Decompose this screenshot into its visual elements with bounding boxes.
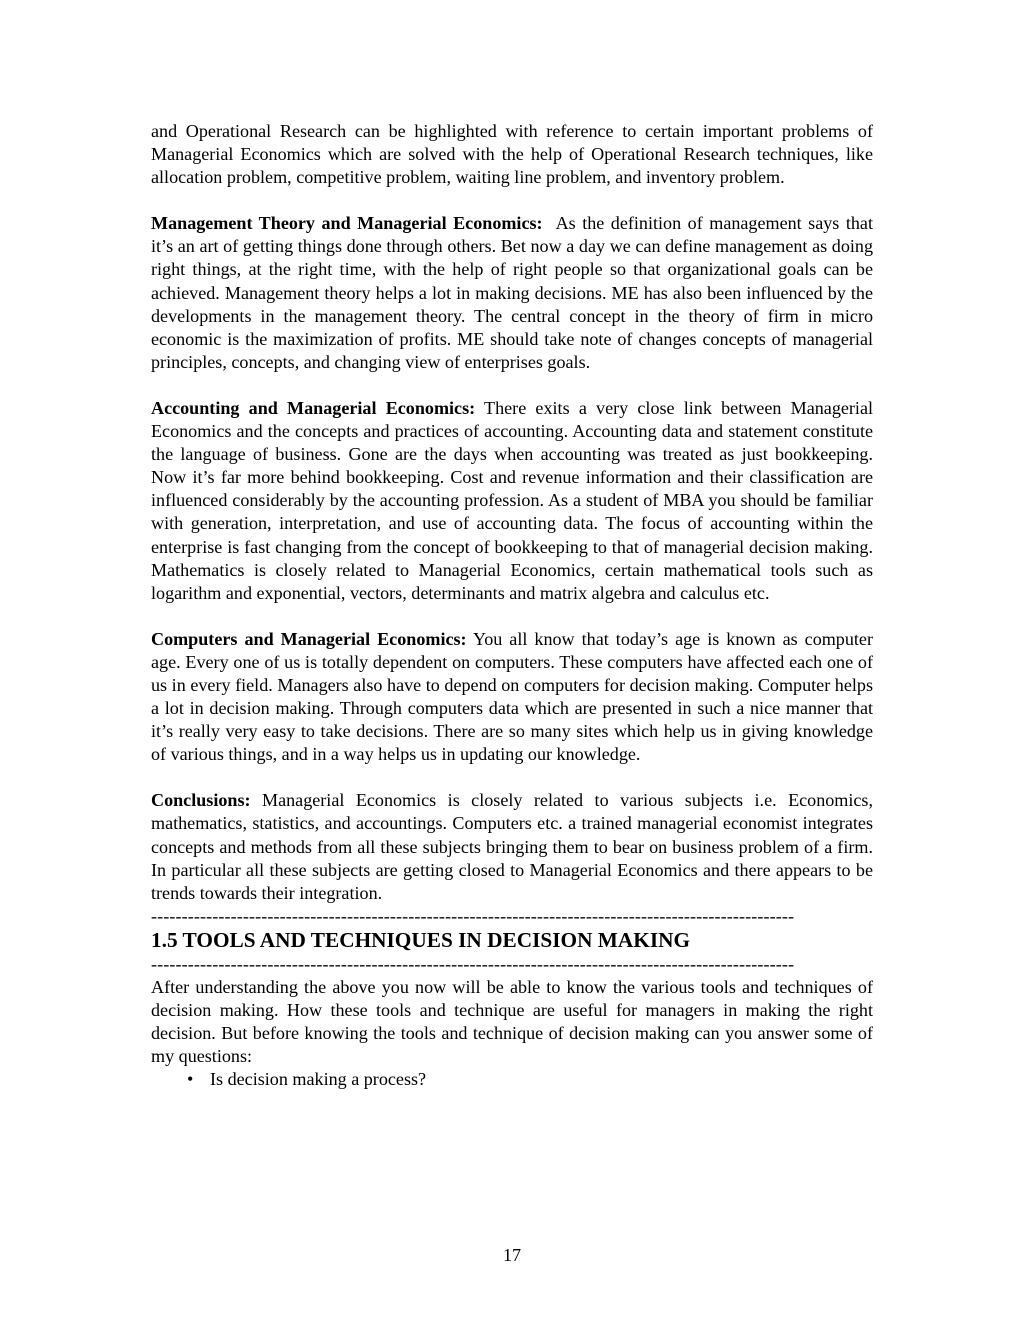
list-item-text: Is decision making a process? xyxy=(210,1069,427,1090)
paragraph-heading: Computers and Managerial Economics: xyxy=(151,628,467,649)
paragraph-management-theory xyxy=(151,212,873,374)
paragraph-text: Managerial Economics is closely related to various subjects i.e. Economics, mathematics, statistics, and accountings. Computers etc. a trained managerial economist integrates concepts and methods from all these subjects bringing them to bear on business problem of a firm. In particular all these subjects are getting closed to Managerial Economics and there appears to be trends towards their integration. xyxy=(151,790,873,903)
paragraph-intro xyxy=(151,120,873,189)
list-item xyxy=(151,1068,873,1091)
paragraph-heading: Accounting and Managerial Economics: xyxy=(151,397,476,418)
paragraph-text: You all know that today’s age is known as computer age. Every one of us is totally dependent on computers. These computers have affected each one of us in every field. Managers also have to depend on computers for decision making. Computer helps a lot in decision making. Through computers data which are presented in such a nice manner that it’s really very easy to take decisions. There are so many sites which help us in giving knowledge of various things, and in a way helps us in updating our knowledge. xyxy=(151,628,873,765)
paragraph-text: As the definition of management says that it’s an art of getting things done through others. Bet now a day we can define management as doing right things, at the right time, with the help of right people so that organizational goals can be achieved. Management theory helps a lot in making decisions. ME has also been influenced by the developments in the management theory. The central concept in the theory of firm in micro economic is the maximization of profits. ME should take note of changes concepts of managerial principles, concepts, and changing view of enterprises goals. xyxy=(151,213,873,372)
paragraph-heading: Conclusions: xyxy=(151,790,251,811)
bullet-icon: • xyxy=(187,1069,194,1090)
paragraph-accounting xyxy=(151,397,873,605)
paragraph-computers xyxy=(151,628,873,767)
page-number: 17 xyxy=(502,1245,522,1265)
paragraph-text: After understanding the above you now will be able to know the various tools and techniques of decision making. How these tools and technique are useful for managers in making the right decision. But before knowing the tools and technique of decision making can you answer some of my questions: xyxy=(151,977,873,1067)
paragraph-conclusions xyxy=(151,789,873,904)
paragraph-heading: Management Theory and Managerial Economics: xyxy=(151,213,543,234)
question-list xyxy=(151,1068,873,1091)
section-divider-top: --------------------------------------------------------------------------------------------------------- xyxy=(151,905,795,926)
paragraph-text: There exits a very close link between Managerial Economics and the concepts and practices of accounting. Accounting data and statement constitute the language of business. Gone are the days when accounting was treated as just bookkeeping. Now it’s far more behind bookkeeping. Cost and revenue information and their classification are influenced considerably by the accounting profession. As a student of MBA you should be familiar with generation, interpretation, and use of accounting data. The focus of accounting within the enterprise is fast changing from the concept of bookkeeping to that of managerial decision making. Mathematics is closely related to Managerial Economics, certain mathematical tools such as logarithm and exponential, vectors, determinants and matrix algebra and calculus etc. xyxy=(151,397,874,603)
paragraph-section-intro xyxy=(151,976,873,1068)
section-divider-bottom: --------------------------------------------------------------------------------------------------------- xyxy=(151,953,795,974)
paragraph-intro-text: and Operational Research can be highlighted with reference to certain important problems of Managerial Economics which are solved with the help of Operational Research techniques, like allocation problem, competitive problem, waiting line problem, and inventory problem. xyxy=(151,121,873,188)
section-heading: 1.5 TOOLS AND TECHNIQUES IN DECISION MAKING xyxy=(151,927,691,952)
page-content xyxy=(151,120,873,1091)
